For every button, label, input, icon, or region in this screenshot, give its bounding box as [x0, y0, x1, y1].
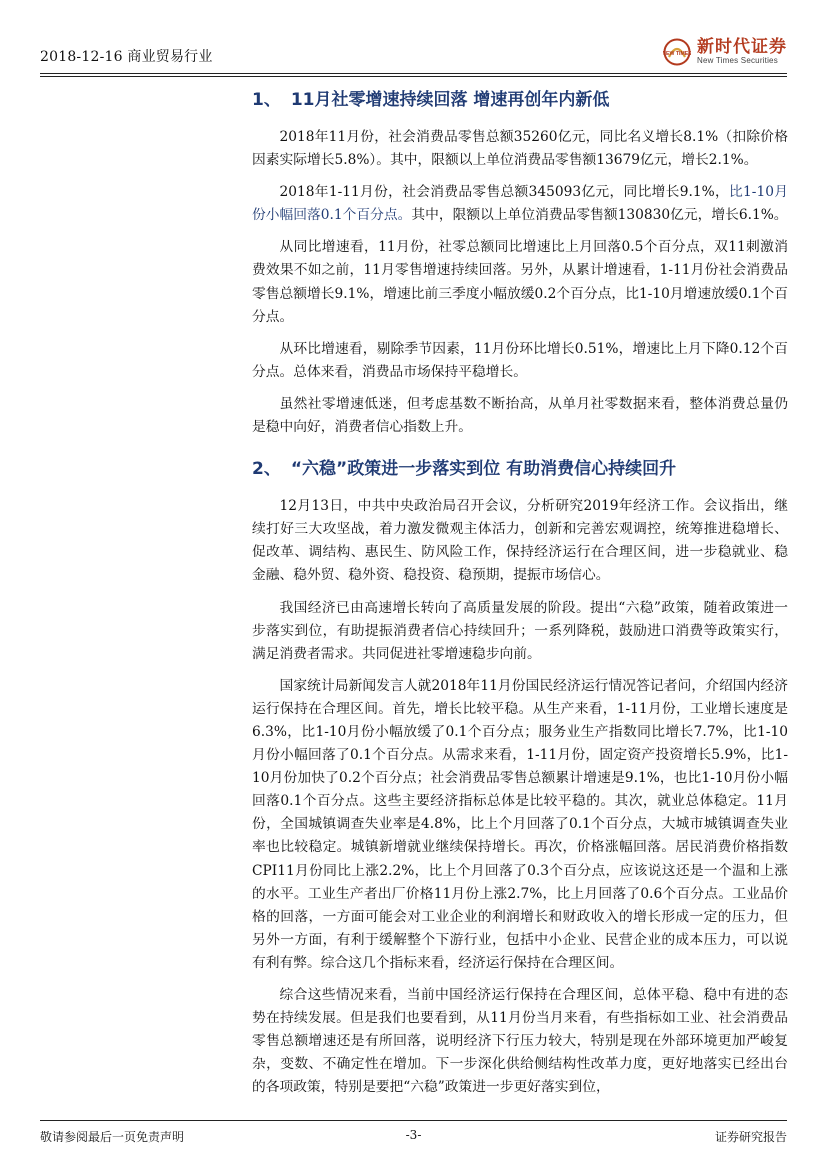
paragraph: 我国经济已由高速增长转向了高质量发展的阶段。提出“六稳”政策，随着政策进一步落实到位，有助提振消费者信心持续回升；一系列降税，鼓励进口消费等政策实行，满足消费者需求。共同促进社零增速稳步向前。 — [252, 599, 788, 662]
highlight-before: 2018年1-11月份，社会消费品零售总额345093亿元，同比增长9.1%， — [279, 184, 729, 201]
page-footer — [40, 1128, 787, 1148]
page-number: -3- — [405, 1128, 422, 1142]
section-2-heading — [252, 453, 788, 495]
paragraph: 从环比增速看，剔除季节因素，11月份环比增长0.51%，增速比上月下降0.12个百分点。总体来看，消费品市场保持平稳增长。 — [252, 340, 788, 380]
paragraph: 虽然社零增速低迷，但考虑基数不断抬高，从单月社零数据来看，整体消费总量仍是稳中向好，消费者信心指数上升。 — [252, 395, 788, 436]
paragraph: 从同比增速看，11月份，社零总额同比增速比上月回落0.5个百分点，双11刺激消费效果不如之前，11月零售增速持续回落。另外，从累计增速看，1-11月份社会消费品零售总额增长9.1%，增速比前三季度小幅放缓0.2个百分点，比1-10月增速放缓0.1个百分点。 — [252, 239, 788, 325]
logo-en-name: New Times Securities — [697, 56, 778, 65]
paragraph: 综合这些情况来看，当前中国经济运行保持在合理区间，总体平稳、稳中有进的态势在持续发展。但是我们也要看到，从11月份当月来看，有些指标如工业、社会消费品零售总额增速还是有所回落，说明经济下行压力较大，特别是现在外部环境更加严峻复杂，变数、不确定性在增加。下一步深化供给侧结构性改革力度，更好地落实已经出台的各项政策，特别是要把“六稳”政策进一步更好落实到位， — [252, 987, 788, 1096]
paragraph-with-highlight — [252, 181, 788, 227]
logo-mark-text: NEW TIMES — [663, 51, 691, 57]
footer-report-type: 证券研究报告 — [714, 1130, 787, 1144]
logo-mark-icon — [663, 38, 691, 66]
header-rule-thin — [40, 76, 787, 77]
footer-rule — [40, 1120, 787, 1121]
header-rule — [40, 73, 787, 74]
main-content — [252, 84, 788, 1108]
logo-cn-name: 新时代证券 — [697, 37, 787, 57]
section-1-number: 1、 — [252, 90, 281, 110]
section-2-number: 2、 — [252, 459, 281, 480]
header-date-industry: 2018-12-16 商业贸易行业 — [40, 49, 213, 65]
company-logo — [663, 36, 787, 68]
highlight-blue-text: 比1-10月份小幅回落0.1个百分点。 — [252, 184, 788, 224]
section-1-heading — [252, 84, 788, 126]
paragraph: 12月13日，中共中央政治局召开会议，分析研究2019年经济工作。会议指出，继续打好三大攻坚战，着力激发微观主体活力，创新和完善宏观调控，统筹推进稳增长、促改革、调结构、惠民生、防风险工作，保持经济运行在合理区间，进一步稳就业、稳金融、稳外贸、稳外资、稳投资、稳预期，提振市场信心。 — [252, 498, 788, 584]
section-2-title: “六稳”政策进一步落实到位 有助消费信心持续回升 — [290, 459, 677, 480]
page-header — [40, 36, 787, 72]
highlight-after: 其中，限额以上单位消费品零售额130830亿元，增长6.1%。 — [411, 207, 788, 224]
footer-disclaimer: 敬请参阅最后一页免责声明 — [40, 1130, 185, 1144]
section-1-title: 11月社零增速持续回落 增速再创年内新低 — [290, 90, 610, 110]
paragraph: 2018年11月份，社会消费品零售总额35260亿元，同比名义增长8.1%（扣除价格因素实际增长5.8%）。其中，限额以上单位消费品零售额13679亿元，增长2.1%。 — [252, 129, 788, 169]
paragraph: 国家统计局新闻发言人就2018年11月份国民经济运行情况答记者问，介绍国内经济运行保持在合理区间。首先，增长比较平稳。从生产来看，1-11月份，工业增长速度是6.3%，比1-10月份小幅放缓了0.1个百分点；服务业生产指数同比增长7.7%，比1-10月份小幅回落了0.1个百分点。从需求来看，1-11月份，固定资产投资增长5.9%，比1-10月份加快了0.2个百分点；社会消费品零售总额累计增速是9.1%，也比1-10月份小幅回落0.1个百分点。这些主要经济指标总体是比较平稳的。其次，就业总体稳定。11月份，全国城镇调查失业率是4.8%，比上个月回落了0.1个百分点，大城市城镇调查失业率也比较稳定。城镇新增就业继续保持增长。再次，价格涨幅回落。居民消费价格指数CPI11月份同比上涨2.2%，比上个月回落了0.3个百分点，应该说这还是一个温和上涨的水平。工业生产者出厂价格11月份上涨2.7%，比上月回落了0.6个百分点。工业品价格的回落，一方面可能会对工业企业的利润增长和财政收入的增长形成一定的压力，但另外一方面，有利于缓解整个下游行业，包括中小企业、民营企业的成本压力，可以说有利有弊。综合这几个指标来看，经济运行保持在合理区间。 — [252, 677, 788, 971]
